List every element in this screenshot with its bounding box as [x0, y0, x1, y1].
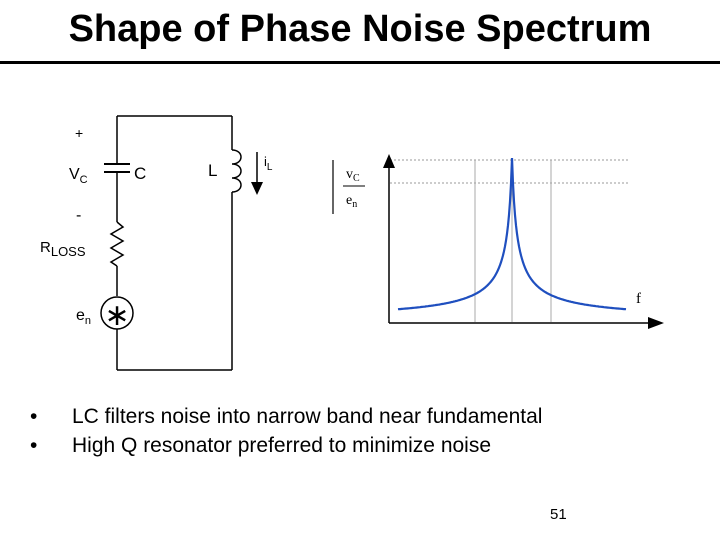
slide-title: Shape of Phase Noise Spectrum: [68, 8, 652, 50]
minus-label: -: [76, 207, 82, 224]
x-label: f: [636, 291, 641, 307]
rloss-label: RLOSS: [40, 239, 86, 259]
current-arrow-icon: [251, 182, 263, 195]
en-label: $e_n$: [76, 307, 92, 327]
plus-label: +: [75, 125, 84, 141]
y-label-denominator: $e_n$: [346, 193, 358, 210]
y-label-numerator: $v_C$: [346, 167, 360, 184]
title-underline: [0, 61, 720, 64]
il-label: $i_L$: [264, 154, 273, 173]
y-axis-arrow-icon: [383, 154, 395, 168]
vc-label: $V_C$: [69, 166, 88, 186]
page-number: 51: [550, 506, 567, 523]
bullet-list: [28, 402, 542, 460]
inductor: [232, 150, 241, 192]
spectrum-plot: [333, 154, 664, 329]
bullet-item: • High Q resonator preferred to minimize noise: [28, 431, 542, 460]
asterisk-icon: ∗: [104, 298, 130, 333]
figure: [0, 100, 720, 380]
x-axis-arrow-icon: [648, 317, 664, 329]
capacitor-label: C: [134, 164, 147, 183]
inductor-label: L: [208, 161, 218, 180]
resistor: [111, 222, 123, 266]
bullet-item: • LC filters noise into narrow band near fundamental: [28, 402, 542, 431]
